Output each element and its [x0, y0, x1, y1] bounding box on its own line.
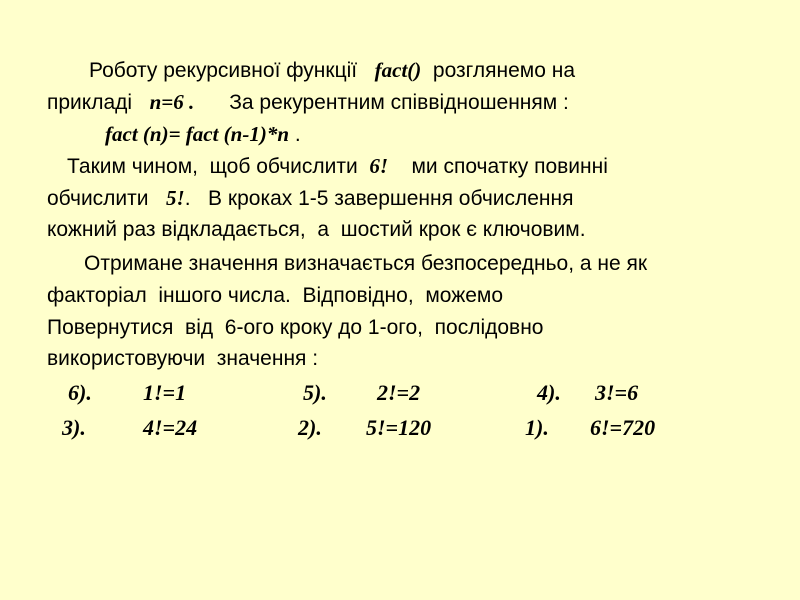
explanation-line-2 — [47, 186, 574, 211]
recurrence-formula — [105, 122, 301, 147]
factorial-6: 6! — [369, 154, 389, 178]
result-value: 3!=6 — [595, 380, 639, 405]
explanation-line-1 — [67, 154, 608, 179]
result-step: 1). — [525, 415, 549, 440]
conclusion-line-2: факторіал іншого числа. Відповідно, можемо — [47, 284, 504, 307]
conclusion-line-3: Повернутися від 6-ого кроку до 1-ого, послідовно — [47, 316, 544, 339]
explanation-line-3: кожний раз відкладається, а шостий крок є ключовим. — [47, 218, 586, 241]
result-value: 2!=2 — [377, 380, 421, 405]
conclusion-line-4: використовуючи значення : — [47, 347, 319, 370]
result-value: 5!=120 — [366, 415, 432, 440]
result-step: 3). — [62, 415, 86, 440]
intro-text: розглянемо на — [421, 59, 576, 82]
factorial-5: 5! — [166, 186, 185, 210]
result-step: 4). — [537, 380, 561, 405]
formula-end: . — [289, 123, 301, 146]
intro-line-2 — [47, 90, 569, 115]
result-step: 5). — [303, 380, 327, 405]
explanation-text: Таким чином, щоб обчислити — [67, 155, 370, 178]
result-step: 2). — [298, 415, 322, 440]
explanation-text: . В кроках 1-5 завершення обчислення — [184, 187, 574, 210]
function-name: fact() — [374, 58, 422, 82]
example-value: n=6 . — [149, 90, 195, 114]
intro-text: прикладі — [47, 91, 150, 114]
intro-line-1 — [89, 58, 575, 83]
explanation-text: обчислити — [47, 187, 167, 210]
result-value: 1!=1 — [143, 380, 187, 405]
intro-text: Роботу рекурсивної функції — [89, 59, 375, 82]
formula-text: fact (n)= fact (n-1)*n — [105, 122, 290, 146]
result-value: 6!=720 — [590, 415, 656, 440]
explanation-text: ми спочатку повинні — [388, 155, 608, 178]
intro-text: За рекурентним співвідношенням : — [194, 91, 569, 114]
result-value: 4!=24 — [143, 415, 198, 440]
result-step: 6). — [68, 380, 92, 405]
conclusion-line-1: Отримане значення визначається безпосередньо, а не як — [84, 252, 648, 275]
